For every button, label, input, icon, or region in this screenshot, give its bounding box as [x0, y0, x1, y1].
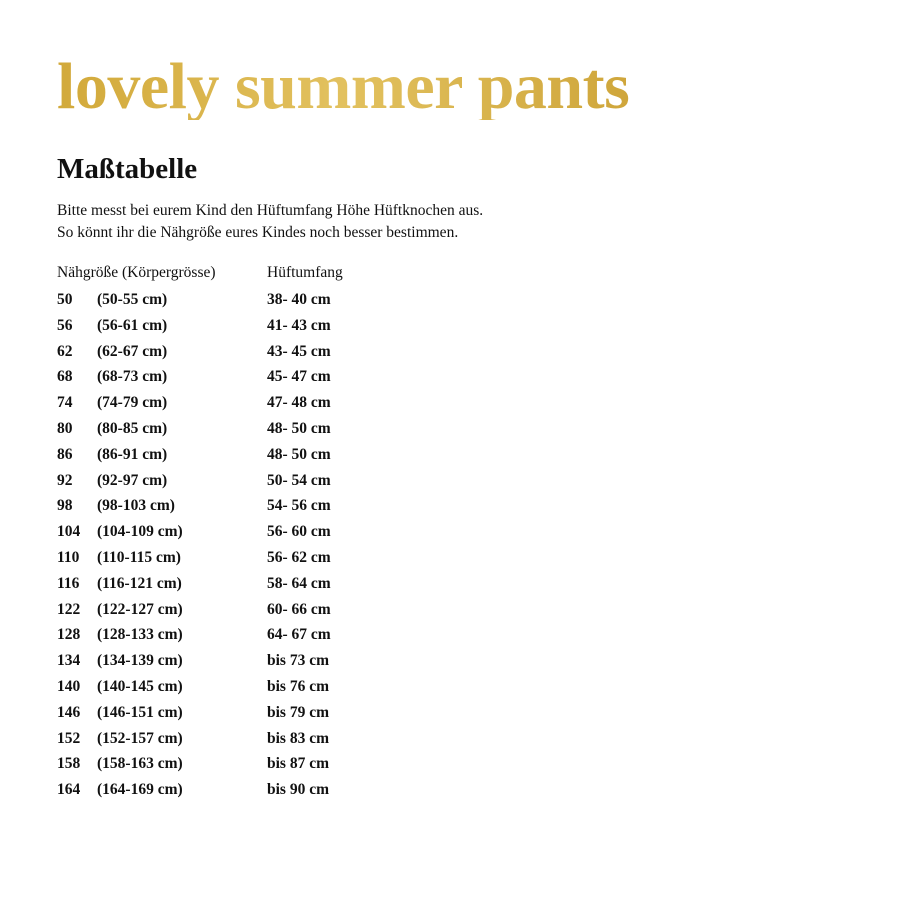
size-cell: 146	[57, 703, 81, 721]
height-cell: (62-67 cm)	[97, 342, 168, 360]
instruction-line: So könnt ihr die Nähgröße eures Kindes noch besser bestimmen.	[57, 224, 459, 241]
hip-cell: 45- 47 cm	[267, 368, 331, 386]
height-cell: (122-127 cm)	[97, 600, 183, 618]
hip-cell: 64- 67 cm	[267, 626, 331, 644]
hip-cell: 41- 43 cm	[267, 316, 331, 334]
page-title: lovely summer pants	[57, 50, 630, 123]
height-cell: (56-61 cm)	[97, 316, 168, 334]
table-row	[57, 753, 457, 779]
size-cell: 62	[57, 342, 73, 360]
table-row	[57, 470, 457, 496]
instruction-line: Bitte messt bei eurem Kind den Hüftumfang Höhe Hüftknochen aus.	[57, 202, 484, 219]
height-cell: (86-91 cm)	[97, 445, 168, 463]
hip-cell: 56- 62 cm	[267, 548, 331, 566]
height-cell: (50-55 cm)	[97, 291, 168, 308]
size-cell: 122	[57, 600, 81, 618]
hip-cell: 38- 40 cm	[267, 291, 331, 308]
height-cell: (110-115 cm)	[97, 548, 181, 566]
height-cell: (116-121 cm)	[97, 574, 182, 592]
hip-cell: 48- 50 cm	[267, 445, 331, 463]
size-cell: 140	[57, 677, 81, 695]
size-cell: 68	[57, 368, 73, 386]
table-row	[57, 676, 457, 702]
height-cell: (164-169 cm)	[97, 781, 183, 799]
height-cell: (92-97 cm)	[97, 471, 168, 489]
table-row	[57, 366, 457, 392]
table-body	[57, 289, 457, 805]
height-cell: (80-85 cm)	[97, 419, 168, 437]
table-row	[57, 341, 457, 367]
hip-cell: bis 73 cm	[267, 652, 329, 670]
hip-cell: 60- 66 cm	[267, 600, 331, 618]
hip-cell: bis 90 cm	[267, 781, 329, 799]
size-cell: 128	[57, 626, 81, 644]
hip-cell: bis 83 cm	[267, 729, 329, 747]
section-title: Maßtabelle	[57, 153, 198, 185]
height-cell: (98-103 cm)	[97, 497, 175, 515]
table-row	[57, 779, 457, 805]
hip-cell: 54- 56 cm	[267, 497, 331, 515]
height-cell: (146-151 cm)	[97, 703, 183, 721]
instructions	[57, 200, 483, 244]
height-cell: (140-145 cm)	[97, 677, 183, 695]
size-cell: 80	[57, 419, 73, 437]
table-row	[57, 315, 457, 341]
table-row	[57, 702, 457, 728]
table-row	[57, 650, 457, 676]
table-row	[57, 495, 457, 521]
size-cell: 50	[57, 291, 73, 308]
hip-cell: 48- 50 cm	[267, 419, 331, 437]
size-cell: 152	[57, 729, 81, 747]
size-cell: 116	[57, 574, 80, 592]
table-row	[57, 728, 457, 754]
hip-cell: bis 79 cm	[267, 703, 329, 721]
table-row	[57, 599, 457, 625]
hip-cell: 43- 45 cm	[267, 342, 331, 360]
size-cell: 104	[57, 523, 81, 541]
table-row	[57, 392, 457, 418]
hip-cell: 50- 54 cm	[267, 471, 331, 489]
height-cell: (68-73 cm)	[97, 368, 168, 386]
size-cell: 74	[57, 394, 73, 412]
hip-cell: bis 87 cm	[267, 755, 329, 773]
table-row	[57, 624, 457, 650]
table-row	[57, 444, 457, 470]
size-cell: 92	[57, 471, 73, 489]
table-row	[57, 521, 457, 547]
height-cell: (134-139 cm)	[97, 652, 183, 670]
height-cell: (152-157 cm)	[97, 729, 183, 747]
height-cell: (104-109 cm)	[97, 523, 183, 541]
table-row	[57, 289, 457, 315]
table-row	[57, 547, 457, 573]
size-cell: 110	[57, 548, 80, 566]
size-cell: 158	[57, 755, 81, 773]
hip-cell: 47- 48 cm	[267, 394, 331, 412]
hip-cell: 56- 60 cm	[267, 523, 331, 541]
column-header-size: Nähgröße (Körpergrösse)	[57, 264, 216, 281]
size-cell: 164	[57, 781, 81, 799]
hip-cell: bis 76 cm	[267, 677, 329, 695]
height-cell: (158-163 cm)	[97, 755, 183, 773]
hip-cell: 58- 64 cm	[267, 574, 331, 592]
table-row	[57, 573, 457, 599]
size-cell: 86	[57, 445, 73, 463]
height-cell: (74-79 cm)	[97, 394, 168, 412]
size-cell: 56	[57, 316, 73, 334]
size-cell: 134	[57, 652, 81, 670]
column-header-hip: Hüftumfang	[267, 264, 343, 281]
size-cell: 98	[57, 497, 73, 515]
table-row	[57, 418, 457, 444]
height-cell: (128-133 cm)	[97, 626, 183, 644]
